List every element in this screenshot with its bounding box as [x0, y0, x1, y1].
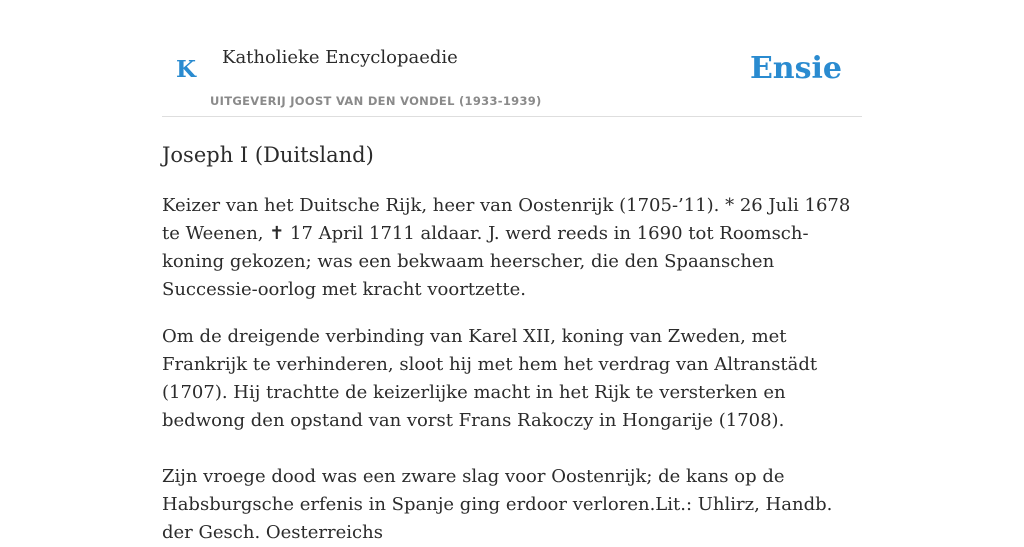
article-title: Joseph I (Duitsland) [162, 143, 374, 167]
ensie-logo-link[interactable]: Ensie [749, 51, 842, 86]
article-paragraph: Zijn vroege dood was een zware slag voor Oostenrijk; de kans op de Habsburgsche erfenis in Spanje ging erdoor verloren.Lit.: Uhlirz, Handb. der Gesch. Oesterreichs [162, 466, 833, 543]
publisher-label: UITGEVERIJ JOOST VAN DEN VONDEL (1933-1939) [210, 94, 542, 108]
page [162, 0, 862, 543]
site-header [162, 0, 862, 117]
article-paragraph: Om de dreigende verbinding van Karel XII, koning van Zweden, met Frankrijk te verhinderen, sloot hij met hem het verdrag van Altranstädt (1707). Hij trachtte de keizerlijke macht in het Rijk te versterken en bedwong den opstand van vorst Frans Rakoczy in Hongarije (1708). [162, 326, 818, 431]
site-title[interactable]: Katholieke Encyclopaedie [222, 47, 458, 68]
article-paragraph: Keizer van het Duitsche Rijk, heer van Oostenrijk (1705-’11). * 26 Juli 1678 te Weenen, ✝ 17 April 1711 aldaar. J. werd reeds in 1690 tot Roomsch-koning gekozen; was een bekwaam heerscher, die den Spaanschen Successie-oorlog met kracht voortzette. [162, 195, 851, 300]
encyclopedia-logo[interactable]: K [176, 56, 196, 83]
